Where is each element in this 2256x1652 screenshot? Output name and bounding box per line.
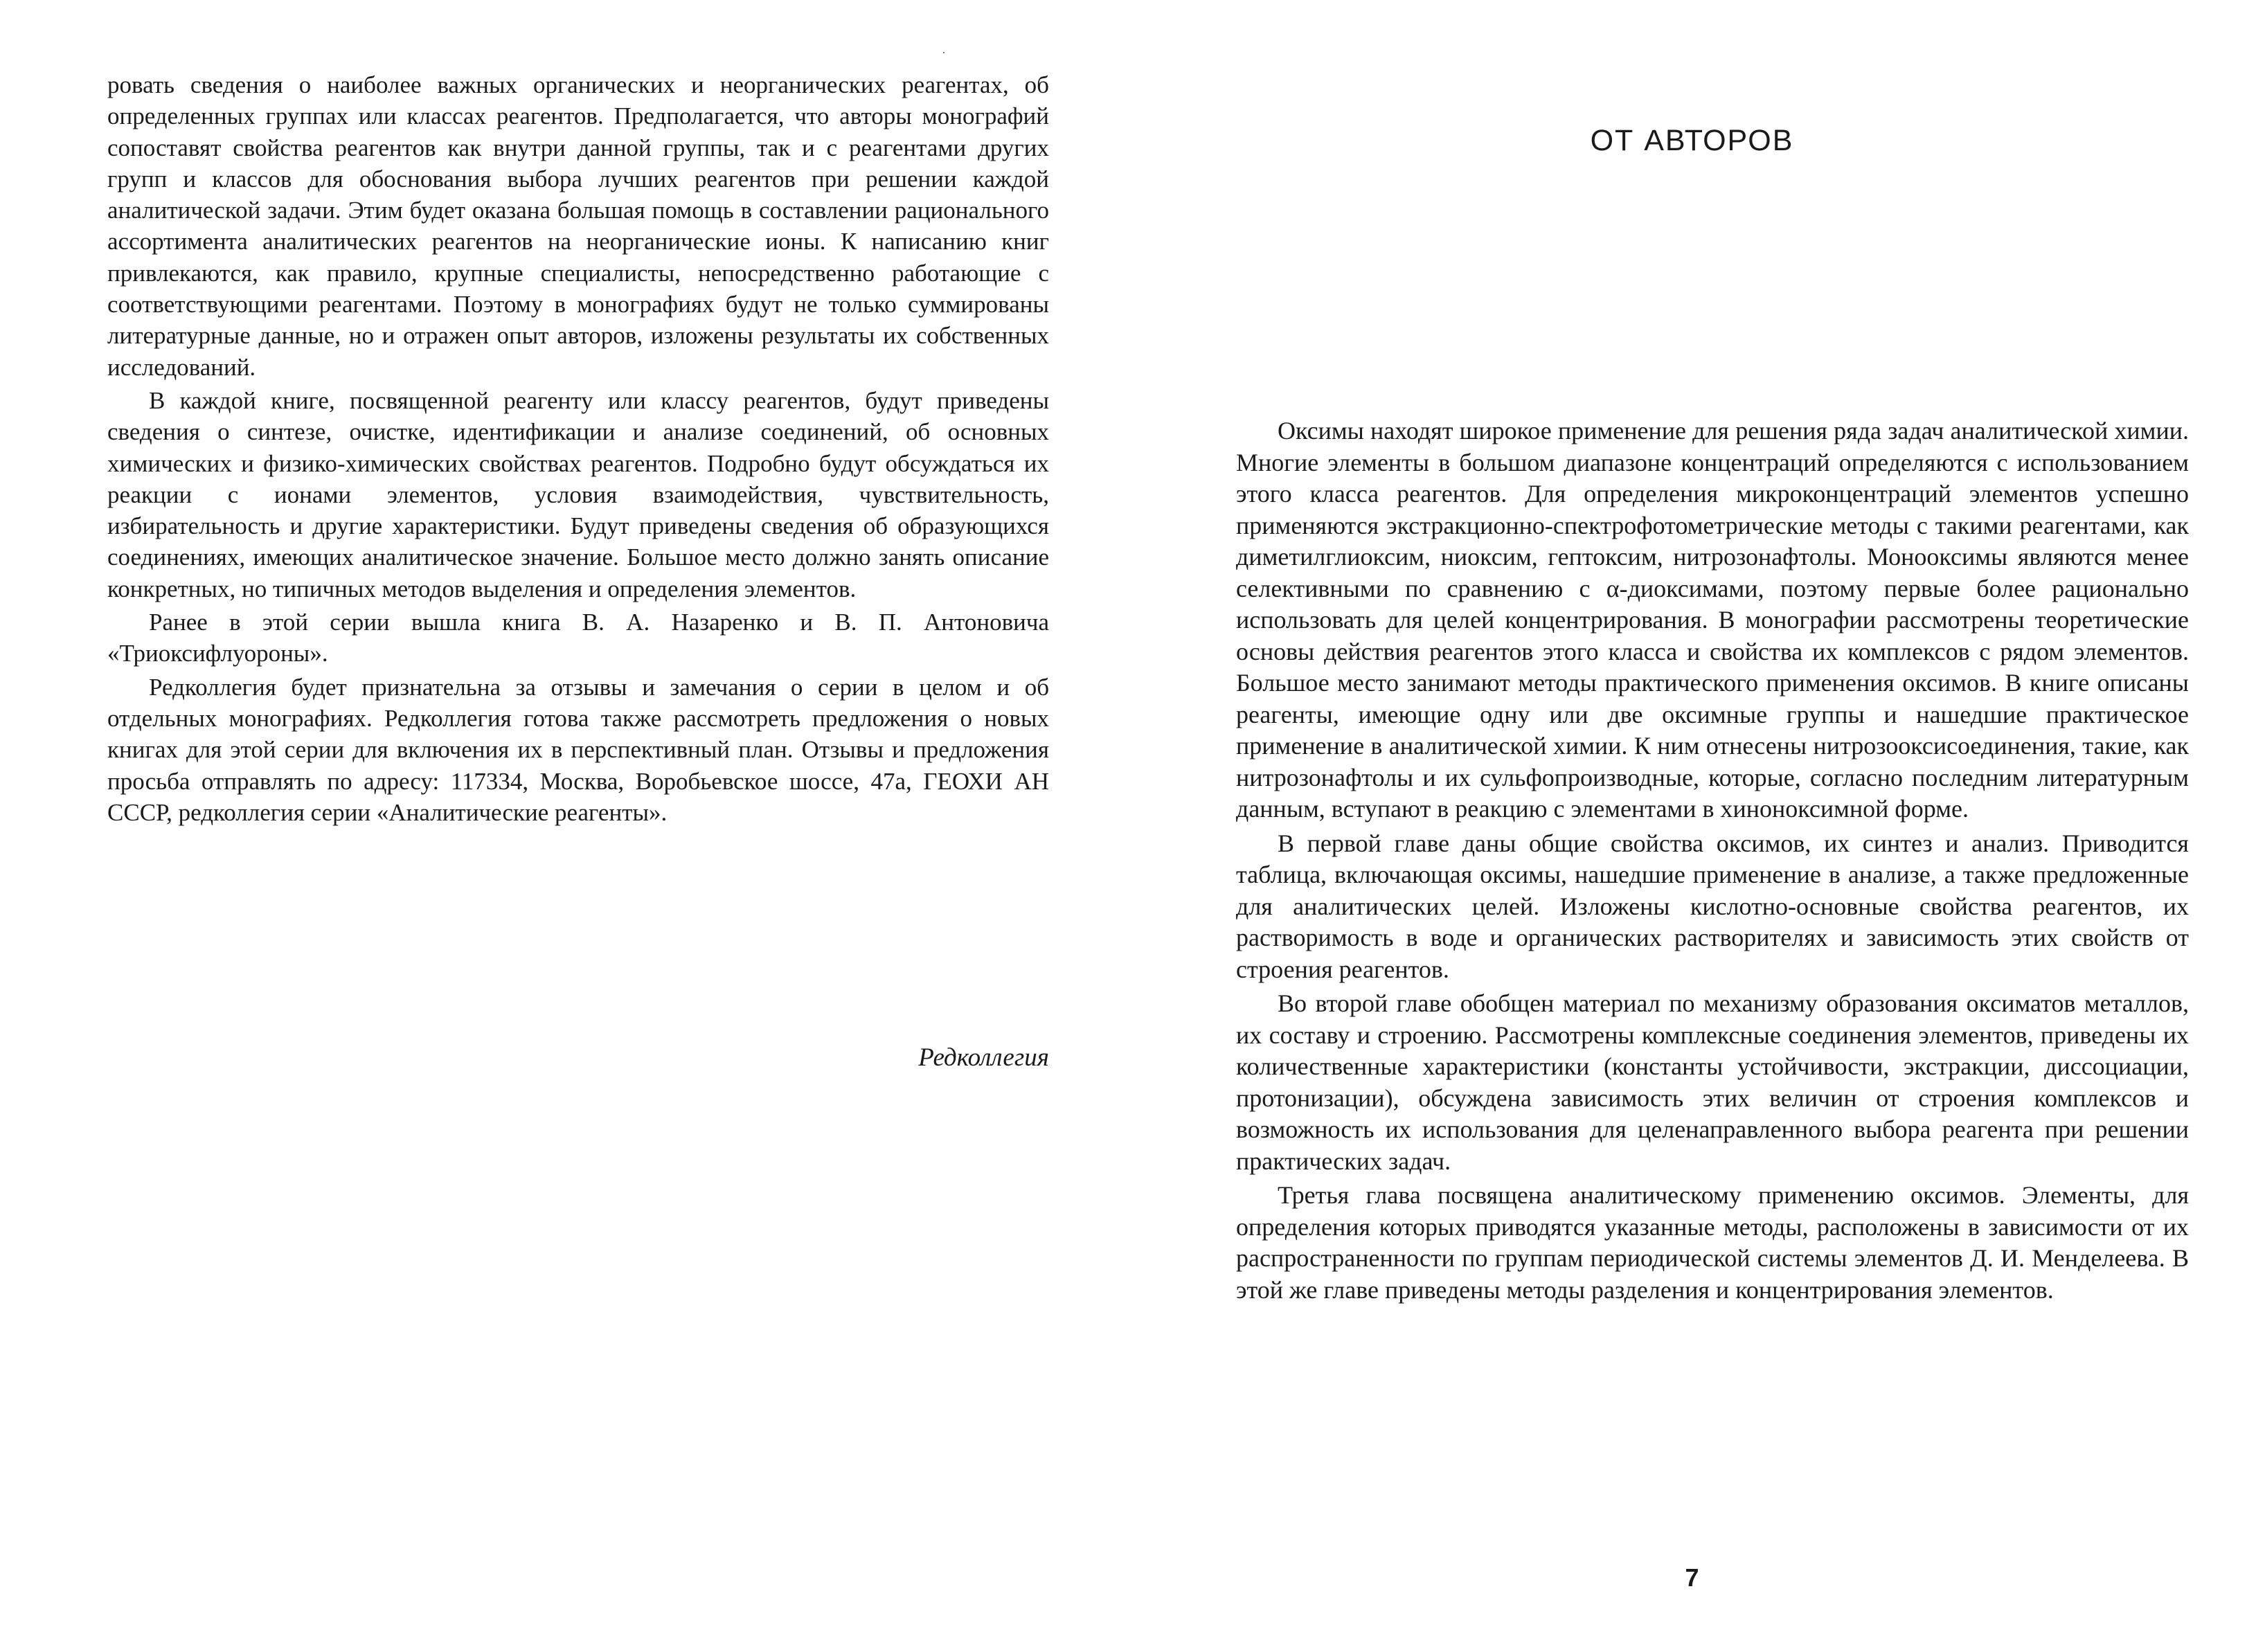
left-paragraph-4: Редколлегия будет признательна за отзывы и замечания о серии в целом и об отдельных монографиях. Редколлегия готова также рассмотреть предложения о новых книгах для этой серии для включения их в перспективный план. Отзывы и предложения просьба отправлять по адресу: 117334, Москва, Воробьевское шоссе, 47а, ГЕОХИ АН СССР, редколлегия серии «Аналитические реагенты». [107,673,1049,826]
editorial-board-signature: Редколлегия [918,1043,1049,1072]
page-number: 7 [1685,1563,1699,1592]
right-paragraph-1: Оксимы находят широкое применение для решения ряда задач аналитической химии. Многие элементы в большом диапазоне концентраций определяются с использованием этого класса реагентов. Для определения микроконцентраций элементов успешно применяются экстракционно-спектрофотометрические методы с такими реагентами, как диметилглиоксим, ниоксим, гептоксим, нитрозонафтолы. Монооксимы являются менее селективными по сравнению с α-диоксимами, поэтому первые более рационально использовать для целей концентрирования. В монографии рассмотрены теоретические основы действия реагентов этого класса и свойства их комплексов с рядом элементов. Большое место занимают методы практического применения оксимов. В книге описаны реагенты, имеющие одну или две оксимные группы и нашедшие практическое применение в аналитической химии. К ним отнесены нитрозооксисоединения, такие, как нитрозонафтолы и их сульфопроизводные, которые, согласно последним литературным данным, вступают в реакцию с элементами в хиноноксимной форме. [1236,417,2189,823]
left-page-text [107,69,1049,828]
right-paragraph-3: Во второй главе обобщен материал по механизму образования оксиматов металлов, их составу и строению. Рассмотрены комплексные соединения элементов, приведены их количественные характеристики (константы устойчивости, экстракции, диссоциации, протонизации), обсуждена зависимость этих величин от строения комплексов и возможность их использования для целенаправленного выбора реагента при решении практических задач. [1236,989,2189,1175]
right-page-text [1236,415,2189,1306]
left-paragraph-2: В каждой книге, посвященной реагенту или классу реагентов, будут приведены сведения о синтезе, очистке, идентификации и анализе соединений, об основных химических и физико-химических свойствах реагентов. Подробно будут обсуждаться их реакции с ионами элементов, условия взаимодействия, чувствительность, избирательность и другие характеристики. Будут приведены сведения об образующихся соединениях, имеющих аналитическое значение. Большое место должно занять описание конкретных, но типичных методов выделения и определения элементов. [107,386,1049,602]
right-page [1128,0,2256,1652]
print-speck [943,52,945,53]
chapter-title: ОТ АВТОРОВ [1590,123,1794,157]
left-paragraph-1: ровать сведения о наиболее важных органических и неорганических реагентах, об определенных группах или классах реагентов. Предполагается, что авторы монографий сопоставят свойства реагентов как внутри данной группы, так и с реагентами других групп и классов для обоснования выбора лучших реагентов при решении каждой аналитической задачи. Этим будет оказана большая помощь в составлении рационального ассортимента аналитических реагентов на неорганические ионы. К написанию книг привлекаются, как правило, крупные специалисты, непосредственно работающие с соответствующими реагентами. Поэтому в монографиях будут не только суммированы литературные данные, но и отражен опыт авторов, изложены результаты их собственных исследований. [107,71,1049,381]
right-paragraph-2: В первой главе даны общие свойства оксимов, их синтез и анализ. Приводится таблица, включающая оксимы, нашедшие применение в анализе, а также предложенные для аналитических целей. Изложены кислотно-основные свойства реагентов, их растворимость в воде и органических растворителях и зависимость этих свойств от строения реагентов. [1236,829,2189,983]
right-paragraph-4: Третья глава посвящена аналитическому применению оксимов. Элементы, для определения которых приводятся указанные методы, расположены в зависимости от их распространенности по группам периодической системы элементов Д. И. Менделеева. В этой же главе приведены методы разделения и концентрирования элементов. [1236,1181,2189,1304]
left-paragraph-3: Ранее в этой серии вышла книга В. А. Назаренко и В. П. Антоновича «Триоксифлуороны». [107,609,1049,667]
